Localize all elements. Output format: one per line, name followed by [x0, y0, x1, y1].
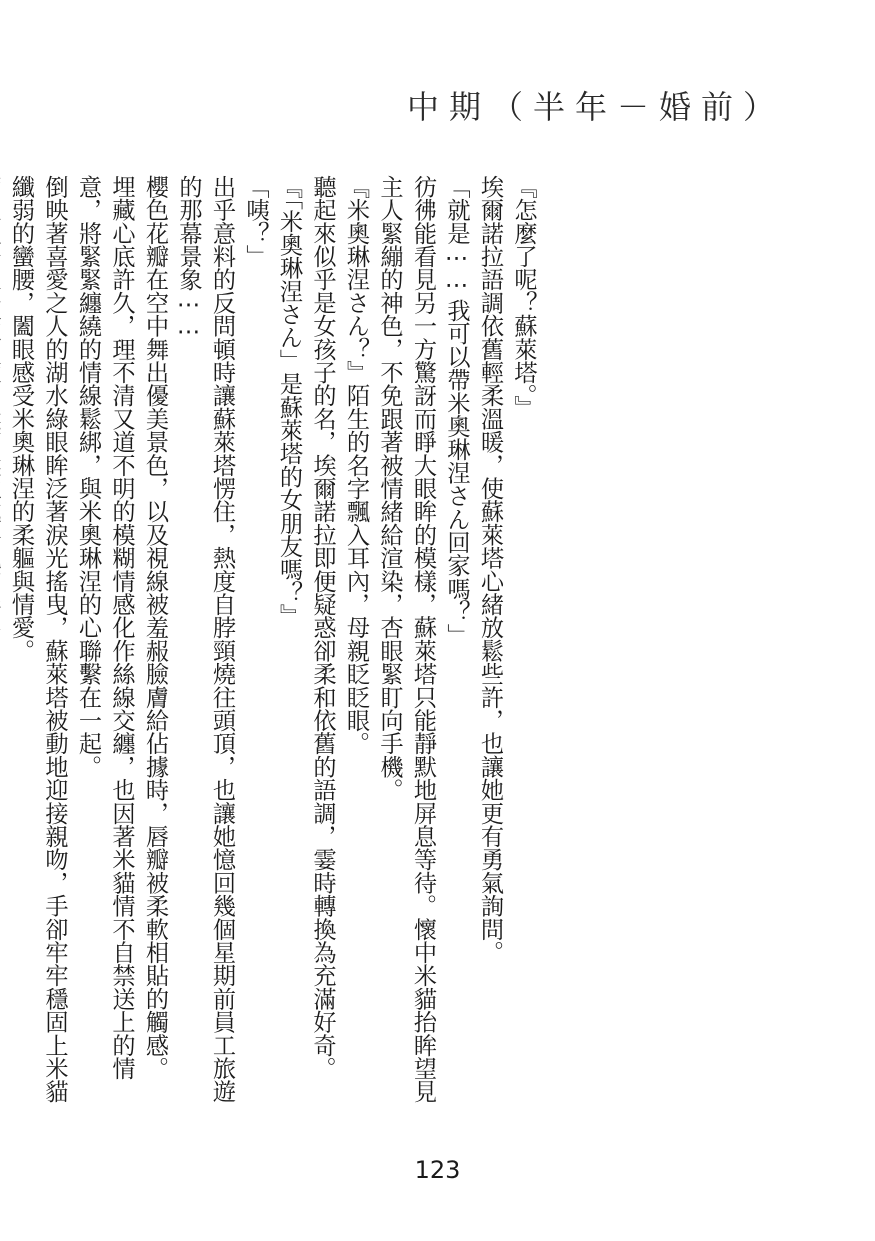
body-text [0, 175, 540, 1115]
paragraph [0, 175, 4, 1115]
paragraph: 『「米奧琳涅さん」是蘇萊塔的女朋友嗎？』 [275, 175, 303, 628]
paragraph: 「就是⋯⋯我可以帶米奧琳涅さん回家嗎？」 [443, 175, 470, 647]
running-title: 中期（半年－婚前） [406, 88, 785, 126]
paragraph: 埋藏心底許久，理不清又道不明的模糊情感化作絲線交纏，也因著米貓情不自禁送上的情意，將緊緊纏繞的情線鬆綁，與米奧琳涅的心聯繫在一起。 [74, 175, 135, 1080]
paragraph: 『米奧琳涅さん？』陌生的名字飄入耳內，母親眨眨眼。 [342, 175, 370, 755]
paragraph: 埃爾諾拉語調依舊輕柔溫暖，使蘇萊塔心緒放鬆些許，也讓她更有勇氣詢問。 [476, 175, 504, 964]
paragraph: 櫻色花瓣在空中舞出優美景色，以及視線被羞赧臉膚給佔據時，唇瓣被柔軟相貼的觸感。 [141, 175, 169, 1080]
paragraph: 彷彿能看見另一方驚訝而睜大眼眸的模樣，蘇萊塔只能靜默地屏息等待。懷中米貓抬眸望見主人緊繃的神色，不免跟著被情緒給渲染，杏眼緊盯向手機。 [376, 175, 437, 1103]
paragraph: 出乎意料的反問頓時讓蘇萊塔愣住，熱度自脖頸燒往頭頂，也讓她憶回幾個星期前員工旅遊的那幕景象⋯⋯ [175, 175, 236, 1103]
paragraph: 「咦？」 [242, 175, 269, 268]
page-number: 123 [414, 1156, 461, 1184]
paragraph: 『怎麼了呢？蘇萊塔。』 [510, 175, 537, 419]
paragraph: 倒映著喜愛之人的湖水綠眼眸泛著淚光搖曳，蘇萊塔被動地迎接親吻，手卻牢牢穩固上米貓纖弱的蠻腰，闔眼感受米奧琳涅的柔軀與情愛。 [7, 175, 68, 1103]
paragraph: 聽起來似乎是女孩子的名，埃爾諾拉即便疑惑卻柔和依舊的語調，霎時轉換為充滿好奇。 [309, 175, 336, 1080]
